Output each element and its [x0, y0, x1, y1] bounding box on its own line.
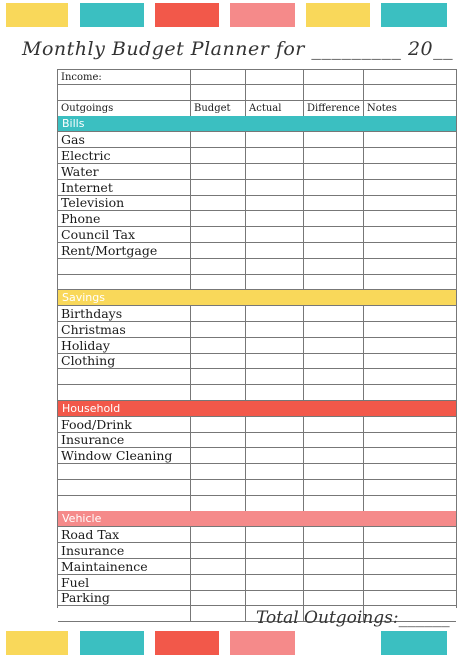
column-header-row-label: Outgoings	[58, 101, 191, 116]
column-header-row-col-3: Difference	[304, 101, 364, 116]
row-bills-2-blank-cell[interactable]	[191, 164, 246, 179]
blank-row	[58, 369, 456, 385]
row-savings-3-blank-cell[interactable]	[246, 353, 304, 368]
row-savings-3-blank-cell[interactable]	[304, 353, 364, 368]
blank-row-blank-cell[interactable]	[58, 496, 191, 511]
row-bills-1-blank-cell[interactable]	[364, 148, 456, 163]
row-savings-2-blank-cell[interactable]	[191, 338, 246, 353]
row-vehicle-3-blank-cell[interactable]	[246, 575, 304, 590]
blank-row-blank-cell[interactable]	[304, 464, 364, 479]
total-outgoings-label: Total Outgoings:______	[256, 608, 450, 628]
column-header-row-col-2: Actual	[246, 101, 304, 116]
row-savings-0-blank-cell[interactable]	[364, 306, 456, 321]
budget-table	[57, 69, 457, 608]
row-savings-0	[58, 306, 456, 322]
row-household-0-blank-cell[interactable]	[364, 417, 456, 432]
row-savings-2-blank-cell[interactable]	[304, 338, 364, 353]
blank-row-blank-cell[interactable]	[246, 85, 304, 100]
blank-row-blank-cell[interactable]	[304, 369, 364, 384]
row-household-2-blank-cell[interactable]	[246, 448, 304, 463]
row-household-1-blank-cell[interactable]	[246, 432, 304, 447]
blank-row-blank-cell[interactable]	[191, 496, 246, 511]
row-vehicle-2-blank-cell[interactable]	[191, 559, 246, 574]
blank-row-blank-cell[interactable]	[191, 480, 246, 495]
row-vehicle-1-label: Insurance	[58, 543, 191, 558]
row-vehicle-2-blank-cell[interactable]	[246, 559, 304, 574]
blank-row-blank-cell[interactable]	[58, 385, 191, 400]
blank-row-blank-cell[interactable]	[191, 385, 246, 400]
row-vehicle-4	[58, 590, 456, 606]
blank-row-blank-cell[interactable]	[304, 385, 364, 400]
row-vehicle-3-blank-cell[interactable]	[304, 575, 364, 590]
row-vehicle-3-blank-cell[interactable]	[364, 575, 456, 590]
top-stripe-pink	[230, 3, 295, 27]
row-bills-3-label: Internet	[58, 180, 191, 195]
bottom-color-strip	[0, 631, 474, 655]
row-household-1-blank-cell[interactable]	[304, 432, 364, 447]
page-title: Monthly Budget Planner for _________ 20__	[22, 38, 454, 60]
row-savings-1-blank-cell[interactable]	[304, 322, 364, 337]
row-bills-2-label: Water	[58, 164, 191, 179]
row-household-2-label: Window Cleaning	[58, 448, 191, 463]
income-row	[58, 69, 456, 85]
row-household-1	[58, 432, 456, 448]
blank-row-blank-cell[interactable]	[246, 369, 304, 384]
row-vehicle-3	[58, 575, 456, 591]
row-bills-5-blank-cell[interactable]	[304, 211, 364, 226]
blank-row-blank-cell[interactable]	[364, 385, 456, 400]
row-bills-3-blank-cell[interactable]	[246, 180, 304, 195]
row-bills-5	[58, 211, 456, 227]
blank-row-blank-cell[interactable]	[191, 369, 246, 384]
row-household-2	[58, 448, 456, 464]
row-vehicle-0-blank-cell[interactable]	[246, 527, 304, 542]
row-savings-2-label: Holiday	[58, 338, 191, 353]
row-bills-3	[58, 180, 456, 196]
row-savings-0-blank-cell[interactable]	[246, 306, 304, 321]
bottom-stripe-yellow	[6, 631, 68, 655]
row-vehicle-1-blank-cell[interactable]	[191, 543, 246, 558]
row-household-2-blank-cell[interactable]	[304, 448, 364, 463]
row-savings-2-blank-cell[interactable]	[364, 338, 456, 353]
row-bills-6-blank-cell[interactable]	[304, 227, 364, 242]
blank-row-blank-cell[interactable]	[58, 85, 191, 100]
row-bills-5-blank-cell[interactable]	[364, 211, 456, 226]
row-bills-7-blank-cell[interactable]	[364, 243, 456, 258]
row-bills-6-label: Council Tax	[58, 227, 191, 242]
blank-row-blank-cell[interactable]	[58, 274, 191, 289]
row-bills-1-blank-cell[interactable]	[246, 148, 304, 163]
top-stripe-yellow	[6, 3, 68, 27]
row-vehicle-3-blank-cell[interactable]	[191, 575, 246, 590]
row-vehicle-2-blank-cell[interactable]	[304, 559, 364, 574]
bottom-stripe-red	[155, 631, 219, 655]
row-bills-2-blank-cell[interactable]	[364, 164, 456, 179]
row-household-1-blank-cell[interactable]	[364, 432, 456, 447]
row-bills-2	[58, 164, 456, 180]
row-bills-4-blank-cell[interactable]	[304, 195, 364, 210]
blank-row-blank-cell[interactable]	[304, 259, 364, 274]
blank-row	[58, 480, 456, 496]
blank-row-blank-cell[interactable]	[191, 259, 246, 274]
row-vehicle-1-blank-cell[interactable]	[304, 543, 364, 558]
row-savings-3-label: Clothing	[58, 353, 191, 368]
section-header-vehicle: Vehicle	[58, 511, 456, 527]
row-bills-0	[58, 132, 456, 148]
row-vehicle-2-blank-cell[interactable]	[364, 559, 456, 574]
row-bills-1-blank-cell[interactable]	[191, 148, 246, 163]
row-vehicle-4-label: Parking	[58, 590, 191, 605]
top-stripe-teal	[80, 3, 144, 27]
row-savings-1-blank-cell[interactable]	[246, 322, 304, 337]
blank-row-blank-cell[interactable]	[364, 274, 456, 289]
row-bills-6-blank-cell[interactable]	[364, 227, 456, 242]
row-savings-1-blank-cell[interactable]	[191, 322, 246, 337]
row-savings-3-blank-cell[interactable]	[191, 353, 246, 368]
row-bills-0-blank-cell[interactable]	[364, 132, 456, 147]
row-bills-4-blank-cell[interactable]	[364, 195, 456, 210]
row-savings-1-blank-cell[interactable]	[364, 322, 456, 337]
row-savings-2	[58, 338, 456, 354]
income-row-label: Income:	[58, 70, 191, 85]
top-stripe-teal-2	[381, 3, 447, 27]
row-savings-1-label: Christmas	[58, 322, 191, 337]
row-bills-6-blank-cell[interactable]	[191, 227, 246, 242]
row-household-1-label: Insurance	[58, 432, 191, 447]
row-bills-5-blank-cell[interactable]	[246, 211, 304, 226]
row-vehicle-0-label: Road Tax	[58, 527, 191, 542]
row-vehicle-0-blank-cell[interactable]	[304, 527, 364, 542]
income-row-blank-cell[interactable]	[246, 70, 304, 85]
row-bills-7	[58, 243, 456, 259]
blank-row-blank-cell[interactable]	[364, 464, 456, 479]
income-row-blank-cell[interactable]	[191, 70, 246, 85]
row-bills-4-label: Television	[58, 195, 191, 210]
row-bills-7-blank-cell[interactable]	[304, 243, 364, 258]
row-savings-0-blank-cell[interactable]	[191, 306, 246, 321]
blank-row-blank-cell[interactable]	[304, 85, 364, 100]
row-bills-4	[58, 195, 456, 211]
row-vehicle-2	[58, 559, 456, 575]
row-bills-0-label: Gas	[58, 132, 191, 147]
row-vehicle-2-label: Maintainence	[58, 559, 191, 574]
row-bills-5-label: Phone	[58, 211, 191, 226]
blank-row-blank-cell[interactable]	[191, 274, 246, 289]
row-vehicle-4-blank-cell[interactable]	[304, 590, 364, 605]
row-bills-7-label: Rent/Mortgage	[58, 243, 191, 258]
bottom-stripe-teal-2	[381, 631, 447, 655]
column-header-row-col-4: Notes	[367, 102, 397, 114]
blank-row	[58, 259, 456, 275]
column-header-row-col-1: Budget	[191, 101, 246, 116]
income-row-blank-cell[interactable]	[304, 70, 364, 85]
row-savings-3	[58, 353, 456, 369]
row-bills-3-blank-cell[interactable]	[304, 180, 364, 195]
blank-row-blank-cell[interactable]	[304, 496, 364, 511]
row-bills-0-blank-cell[interactable]	[246, 132, 304, 147]
blank-row-blank-cell[interactable]	[304, 480, 364, 495]
blank-row-blank-cell[interactable]	[304, 274, 364, 289]
row-vehicle-0	[58, 527, 456, 543]
blank-row-blank-cell[interactable]	[58, 606, 191, 621]
row-household-0-label: Food/Drink	[58, 417, 191, 432]
row-bills-4-blank-cell[interactable]	[191, 195, 246, 210]
row-savings-0-label: Birthdays	[58, 306, 191, 321]
row-vehicle-1	[58, 543, 456, 559]
row-vehicle-0-blank-cell[interactable]	[364, 527, 456, 542]
row-savings-0-blank-cell[interactable]	[304, 306, 364, 321]
blank-row-blank-cell[interactable]	[191, 85, 246, 100]
row-vehicle-3-label: Fuel	[58, 575, 191, 590]
blank-row-blank-cell[interactable]	[364, 496, 456, 511]
row-bills-1	[58, 148, 456, 164]
row-savings-3-blank-cell[interactable]	[364, 353, 456, 368]
row-vehicle-4-blank-cell[interactable]	[364, 590, 456, 605]
row-vehicle-4-blank-cell[interactable]	[246, 590, 304, 605]
row-savings-1	[58, 322, 456, 338]
row-vehicle-0-blank-cell[interactable]	[191, 527, 246, 542]
section-header-savings: Savings	[58, 290, 456, 306]
row-bills-2-blank-cell[interactable]	[246, 164, 304, 179]
blank-row-blank-cell[interactable]	[246, 274, 304, 289]
row-bills-6-blank-cell[interactable]	[246, 227, 304, 242]
row-bills-3-blank-cell[interactable]	[191, 180, 246, 195]
blank-row-blank-cell[interactable]	[364, 259, 456, 274]
row-bills-3-blank-cell[interactable]	[364, 180, 456, 195]
row-bills-0-blank-cell[interactable]	[304, 132, 364, 147]
blank-row-blank-cell[interactable]	[364, 85, 456, 100]
row-bills-2-blank-cell[interactable]	[304, 164, 364, 179]
blank-row	[58, 496, 456, 512]
section-header-bills: Bills	[58, 116, 456, 132]
blank-row-blank-cell[interactable]	[191, 606, 246, 621]
row-bills-7-blank-cell[interactable]	[191, 243, 246, 258]
row-household-0-blank-cell[interactable]	[304, 417, 364, 432]
blank-row	[58, 385, 456, 401]
blank-row-blank-cell[interactable]	[246, 385, 304, 400]
blank-row-blank-cell[interactable]	[246, 464, 304, 479]
blank-row	[58, 274, 456, 290]
top-stripe-yellow-2	[306, 3, 370, 27]
row-bills-7-blank-cell[interactable]	[246, 243, 304, 258]
row-household-1-blank-cell[interactable]	[191, 432, 246, 447]
row-household-2-blank-cell[interactable]	[191, 448, 246, 463]
blank-row-blank-cell[interactable]	[58, 480, 191, 495]
blank-row-blank-cell[interactable]	[58, 259, 191, 274]
row-bills-4-blank-cell[interactable]	[246, 195, 304, 210]
bottom-stripe-pink	[230, 631, 295, 655]
row-bills-0-blank-cell[interactable]	[191, 132, 246, 147]
row-vehicle-4-blank-cell[interactable]	[191, 590, 246, 605]
blank-row-blank-cell[interactable]	[58, 369, 191, 384]
row-savings-2-blank-cell[interactable]	[246, 338, 304, 353]
income-row-blank-cell[interactable]	[364, 70, 456, 85]
blank-row-blank-cell[interactable]	[246, 480, 304, 495]
top-color-strip	[0, 3, 474, 27]
row-household-2-blank-cell[interactable]	[364, 448, 456, 463]
row-vehicle-1-blank-cell[interactable]	[246, 543, 304, 558]
row-bills-1-label: Electric	[58, 148, 191, 163]
blank-row-blank-cell[interactable]	[246, 259, 304, 274]
row-household-0-blank-cell[interactable]	[246, 417, 304, 432]
blank-row-blank-cell[interactable]	[246, 496, 304, 511]
blank-row-blank-cell[interactable]	[364, 369, 456, 384]
blank-row	[58, 464, 456, 480]
row-household-0	[58, 417, 456, 433]
row-household-0-blank-cell[interactable]	[191, 417, 246, 432]
blank-row-blank-cell[interactable]	[364, 480, 456, 495]
blank-row-blank-cell[interactable]	[191, 464, 246, 479]
top-stripe-red	[155, 3, 219, 27]
row-bills-6	[58, 227, 456, 243]
bottom-stripe-teal	[80, 631, 144, 655]
blank-row-blank-cell[interactable]	[58, 464, 191, 479]
section-header-household: Household	[58, 401, 456, 417]
blank-row	[58, 85, 456, 101]
row-bills-5-blank-cell[interactable]	[191, 211, 246, 226]
row-bills-1-blank-cell[interactable]	[304, 148, 364, 163]
column-header-row	[58, 101, 456, 117]
row-vehicle-1-blank-cell[interactable]	[364, 543, 456, 558]
